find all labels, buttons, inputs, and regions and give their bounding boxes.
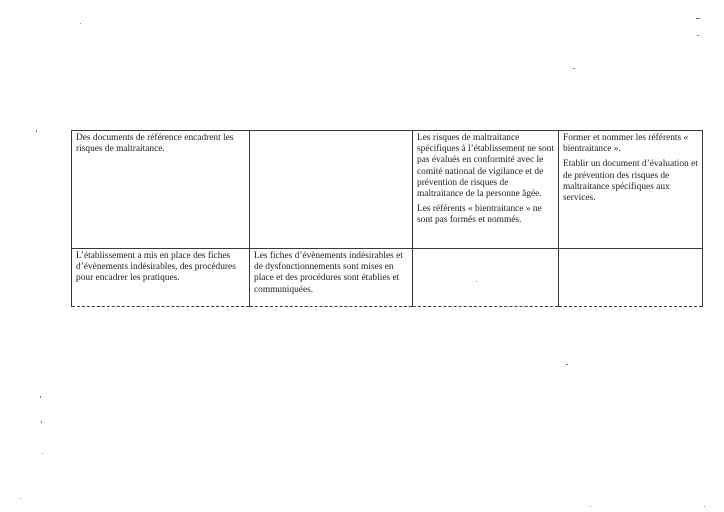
table-cell-r2-c4 (559, 249, 703, 307)
cell-paragraph: L’établissement a mis en place des fiches d’évènements indésirables, des procédures pour encadrer les pratiques. (76, 251, 236, 284)
scan-speck (36, 130, 37, 132)
scan-speck (704, 506, 705, 507)
table-cell-r2-c3 (413, 249, 559, 307)
table-cell-r2-c2 (250, 249, 413, 307)
scan-speck (697, 35, 699, 36)
scan-speck (80, 23, 81, 24)
table-row (72, 249, 703, 307)
scan-speck (20, 498, 21, 499)
scan-speck (42, 453, 43, 454)
table-cell-r1-c2 (250, 131, 413, 249)
cell-paragraph: Des documents de référence encadrent les risques de maltraitance. (76, 133, 234, 155)
cell-paragraph: Former et nommer les référents « bientraitance ». (563, 133, 689, 155)
scan-speck (41, 421, 42, 423)
cell-paragraph: Les risques de maltraitance spécifiques à l’établissement ne sont pas évalués en conformité avec le comité national de vigilance et de prévention de risques de maltraitance de la personne âgée. (417, 133, 554, 200)
scan-speck (40, 396, 41, 398)
table-cell-r1-c1 (72, 131, 250, 249)
scan-speck (573, 68, 575, 69)
table-cell-r1-c4 (559, 131, 703, 249)
cell-paragraph: Les référents « bientraitance » ne sont pas formés et nommés. (417, 204, 542, 226)
table-cell-r2-c1 (72, 249, 250, 307)
scan-speck (566, 364, 568, 365)
cell-paragraph: Les fiches d’évènements indésirables et de dysfonctionnements sont mises en place et des procédures sont établies et communiquées. (254, 251, 403, 295)
table-row (72, 131, 703, 249)
scan-speck (476, 281, 477, 282)
scan-speck (696, 18, 700, 19)
scan-speck (590, 506, 591, 507)
table-cell-r1-c3 (413, 131, 559, 249)
cell-paragraph: Etablir un document d’évaluation et de prévention des risques de maltraitance spécifiques aux services. (563, 159, 698, 204)
findings-table (71, 130, 703, 307)
